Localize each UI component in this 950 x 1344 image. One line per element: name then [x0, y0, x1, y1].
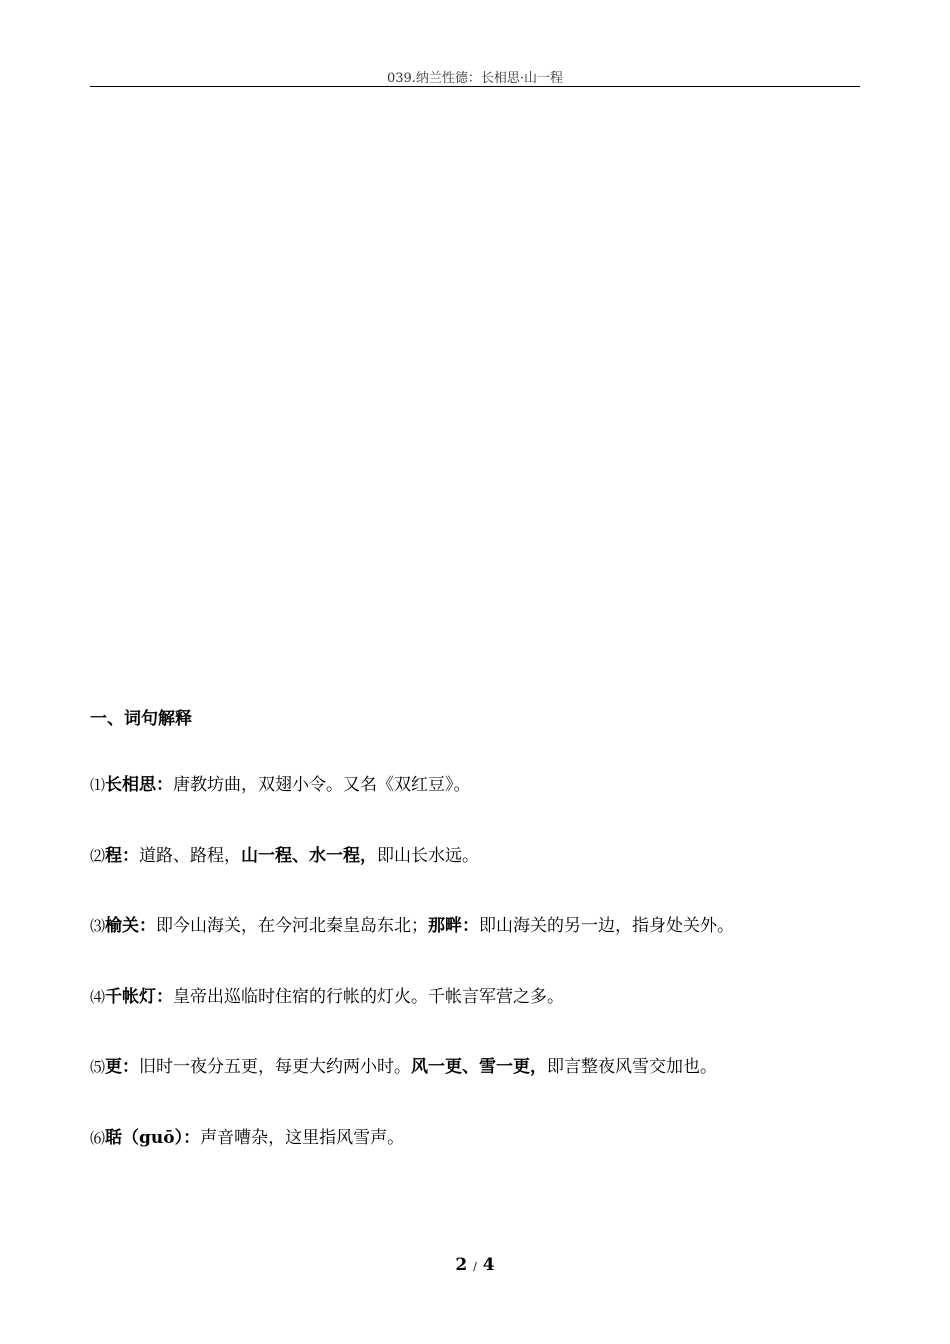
annotation-entry-4 [90, 986, 564, 1008]
entry-term-secondary: 风一更、雪一更， [411, 1057, 548, 1077]
entry-term: 榆关： [105, 916, 157, 936]
entry-number: ⑴ [90, 776, 106, 794]
entry-term-secondary: 山一程、水一程， [241, 846, 378, 866]
entry-text: 声音嘈杂，这里指风雪声。 [200, 1128, 405, 1148]
page-number [0, 1255, 950, 1275]
annotation-entry-1 [90, 774, 471, 796]
current-page: 2 [455, 1255, 468, 1275]
entry-number: ⑹ [90, 1129, 106, 1147]
page-separator: / [473, 1260, 477, 1273]
entry-number: ⑸ [90, 1058, 106, 1076]
entry-text-secondary: 即言整夜风雪交加也。 [547, 1057, 718, 1077]
entry-text-secondary: 即山海关的另一边，指身处关外。 [479, 916, 735, 936]
entry-text: 皇帝出巡临时住宿的行帐的灯火。千帐言军营之多。 [173, 987, 565, 1007]
annotation-entry-3 [90, 915, 734, 937]
header-divider [90, 86, 860, 87]
entry-term: 程： [105, 846, 140, 866]
entry-number: ⑷ [90, 988, 106, 1006]
entry-term: 更： [105, 1057, 140, 1077]
entry-number: ⑵ [90, 847, 106, 865]
section-title: 一、词句解释 [90, 709, 192, 729]
entry-term: 千帐灯： [105, 987, 174, 1007]
entry-term-secondary: 那畔： [428, 916, 480, 936]
entry-text: 即今山海关，在今河北秦皇岛东北； [156, 916, 429, 936]
entry-text: 旧时一夜分五更，每更大约两小时。 [139, 1057, 412, 1077]
entry-text: 道路、路程， [139, 846, 242, 866]
entry-term: 长相思： [105, 775, 174, 795]
annotation-entry-5 [90, 1056, 717, 1078]
annotation-entry-2 [90, 845, 479, 867]
annotation-entry-6 [90, 1127, 404, 1149]
page-header-title: 039.纳兰性德：长相思·山一程 [386, 71, 564, 86]
entry-number: ⑶ [90, 917, 106, 935]
entry-text-secondary: 即山长水远。 [377, 846, 480, 866]
total-pages: 4 [482, 1255, 495, 1275]
entry-text: 唐教坊曲，双翅小令。又名《双红豆》。 [173, 775, 471, 795]
entry-term: 聒（guō）： [105, 1128, 201, 1148]
